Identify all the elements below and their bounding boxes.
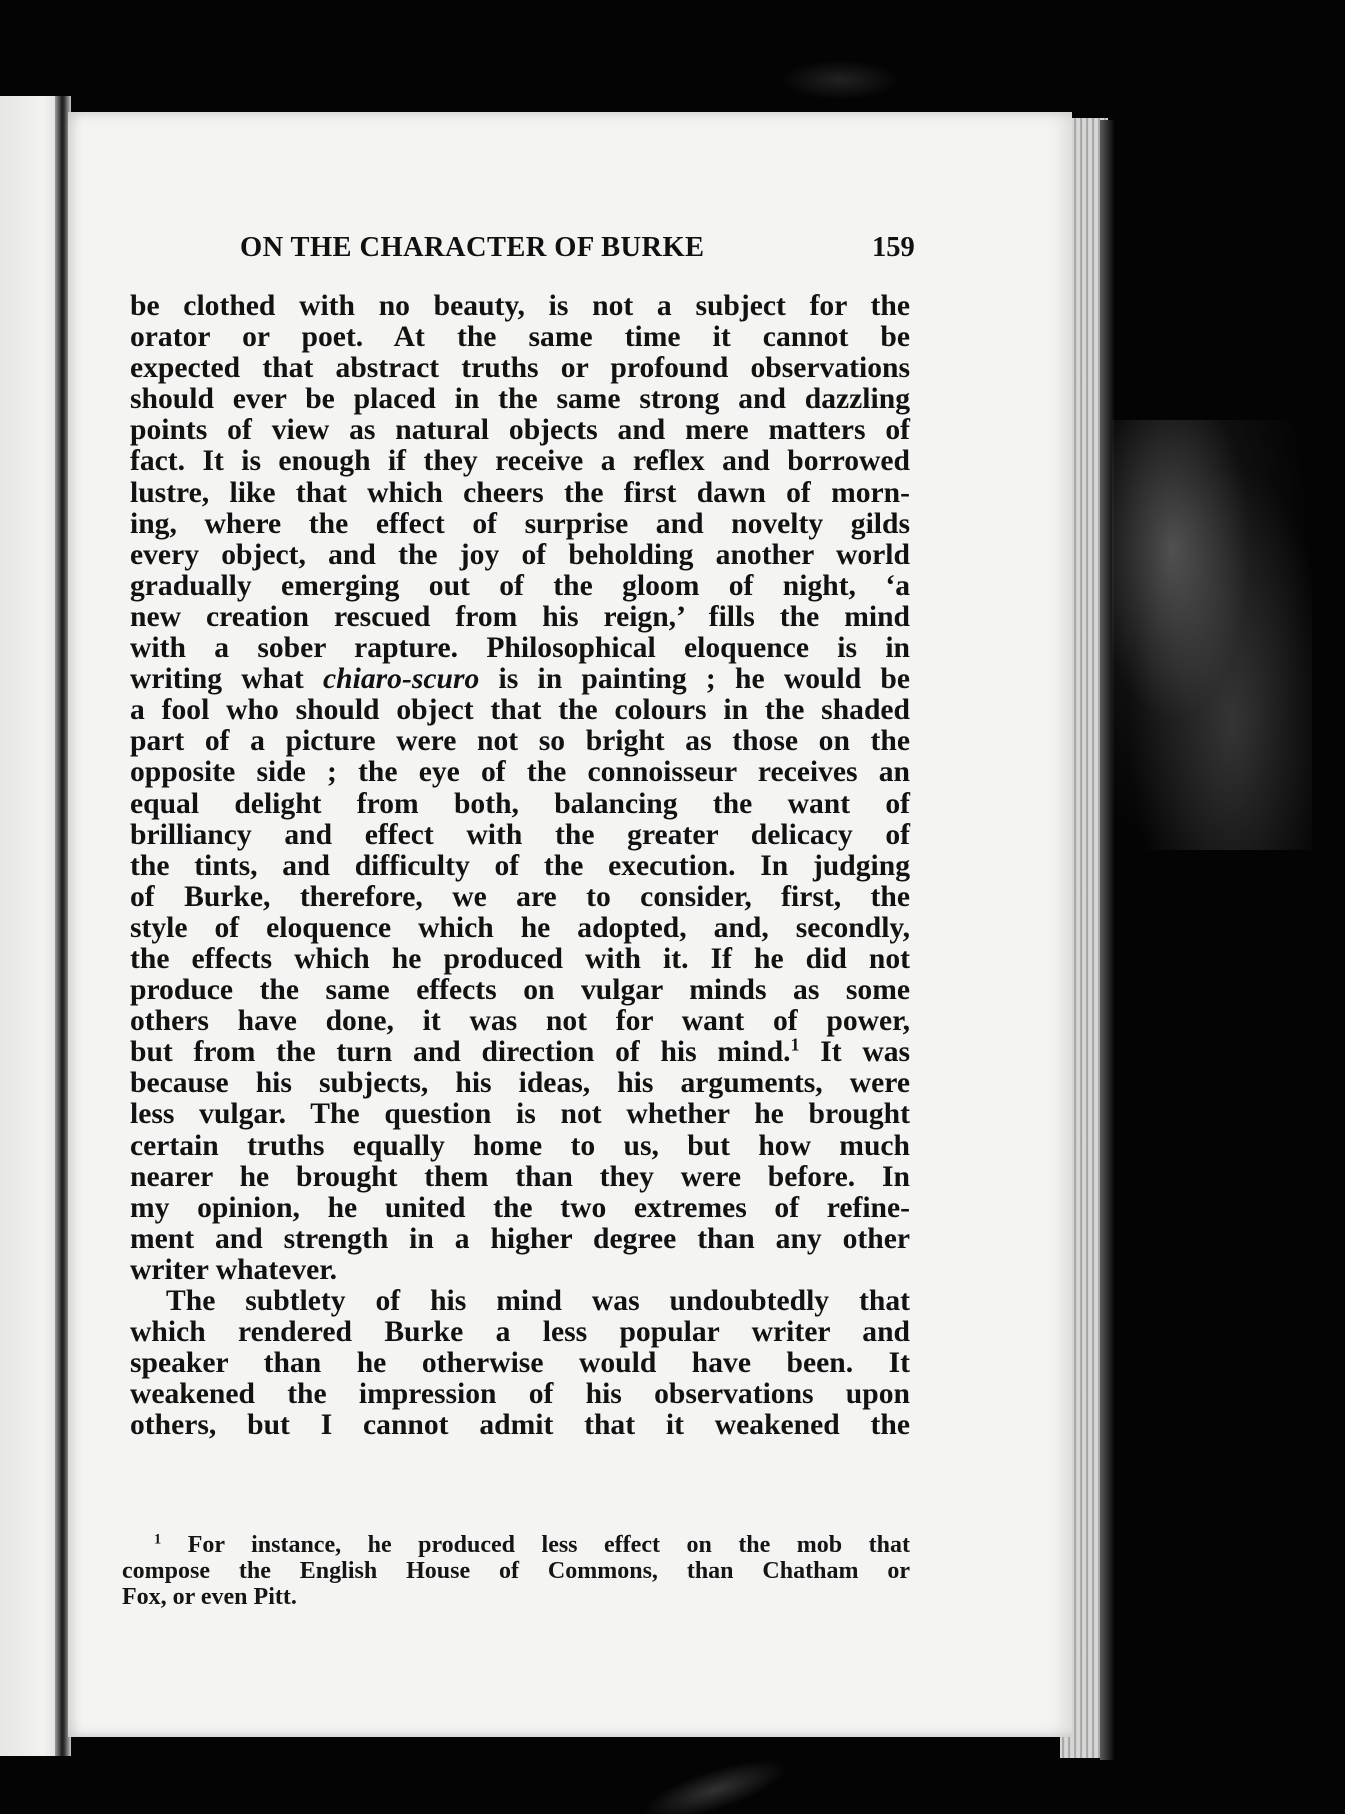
text-line: a fool who should object that the colours in the shaded bbox=[130, 694, 910, 727]
footnote-marker: 1 bbox=[790, 1034, 800, 1055]
text-line: weakened the impression of his observations upon bbox=[130, 1378, 910, 1411]
text-line: be clothed with no beauty, is not a subject for the bbox=[130, 290, 910, 322]
footnote-line: compose the English House of Commons, than Chatham or bbox=[122, 1558, 910, 1584]
text-line: with a sober rapture. Philosophical eloquence is in bbox=[130, 632, 910, 665]
background-texture bbox=[1112, 420, 1312, 850]
text-line: fact. It is enough if they receive a reflex and borrowed bbox=[130, 445, 910, 478]
text-line: equal delight from both, balancing the want of bbox=[130, 787, 910, 820]
footnote bbox=[122, 1532, 910, 1610]
text-line: the tints, and difficulty of the execution. In judging bbox=[130, 849, 910, 882]
italic-term: chiaro-scuro bbox=[323, 663, 480, 696]
text-line: brilliancy and effect with the greater delicacy of bbox=[130, 818, 910, 851]
text-line: The subtlety of his mind was undoubtedly that bbox=[166, 1285, 910, 1317]
page-number: 159 bbox=[872, 232, 915, 263]
text-line: my opinion, he united the two extremes of refine- bbox=[130, 1191, 910, 1224]
text-line: ing, where the effect of surprise and novelty gilds bbox=[130, 507, 910, 540]
text-run: writing what bbox=[130, 663, 324, 696]
text-line bbox=[130, 1034, 911, 1069]
text-line bbox=[130, 664, 910, 695]
text-line: new creation rescued from his reign,’ fills the mind bbox=[130, 600, 910, 633]
footnote-line: Fox, or even Pitt. bbox=[122, 1584, 297, 1610]
text-line: writer whatever. bbox=[130, 1253, 338, 1286]
text-line: nearer he brought them than they were before. In bbox=[130, 1160, 910, 1193]
book-edge-shadow bbox=[1100, 120, 1114, 1760]
text-line: expected that abstract truths or profound observations bbox=[130, 352, 910, 385]
text-line: orator or poet. At the same time it cannot be bbox=[130, 321, 910, 354]
text-line: speaker than he otherwise would have been. It bbox=[130, 1347, 910, 1380]
running-head: ON THE CHARACTER OF BURKE bbox=[240, 232, 705, 263]
left-page-edge bbox=[0, 96, 62, 1756]
text-line: gradually emerging out of the gloom of night, ‘a bbox=[130, 569, 910, 602]
text-run: It was bbox=[799, 1036, 911, 1069]
text-line: less vulgar. The question is not whether he brought bbox=[130, 1098, 910, 1131]
text-run: is in painting ; he would be bbox=[479, 663, 911, 696]
text-line: because his subjects, his ideas, his arguments, were bbox=[130, 1067, 910, 1100]
text-line: part of a picture were not so bright as those on the bbox=[130, 725, 910, 758]
text-run: but from the turn and direction of his mind. bbox=[130, 1036, 791, 1069]
text-line: lustre, like that which cheers the first dawn of morn- bbox=[130, 476, 910, 509]
footnote-marker: 1 bbox=[154, 1531, 162, 1548]
text-run: For instance, he produced less effect on the mob that bbox=[161, 1532, 910, 1558]
text-line: the effects which he produced with it. If he did not bbox=[130, 942, 910, 975]
text-line: of Burke, therefore, we are to consider, first, the bbox=[130, 880, 910, 913]
footnote-line bbox=[122, 1532, 910, 1558]
text-line: opposite side ; the eye of the connoisseur receives an bbox=[130, 756, 910, 789]
text-line: others, but I cannot admit that it weakened the bbox=[130, 1409, 910, 1442]
text-line: every object, and the joy of beholding another world bbox=[130, 538, 910, 571]
text-line: certain truths equally home to us, but how much bbox=[130, 1129, 910, 1162]
text-line: ment and strength in a higher degree than any other bbox=[130, 1222, 910, 1255]
text-line: produce the same effects on vulgar minds as some bbox=[130, 974, 910, 1007]
text-line: should ever be placed in the same strong and dazzling bbox=[130, 383, 910, 416]
text-line: points of view as natural objects and mere matters of bbox=[130, 414, 910, 447]
text-line: style of eloquence which he adopted, and, secondly, bbox=[130, 911, 910, 944]
body-text bbox=[130, 291, 910, 1441]
text-line: which rendered Burke a less popular writer and bbox=[130, 1316, 910, 1349]
background-blemish bbox=[780, 60, 900, 100]
text-line: others have done, it was not for want of power, bbox=[130, 1005, 910, 1038]
background-blemish bbox=[637, 1748, 792, 1814]
